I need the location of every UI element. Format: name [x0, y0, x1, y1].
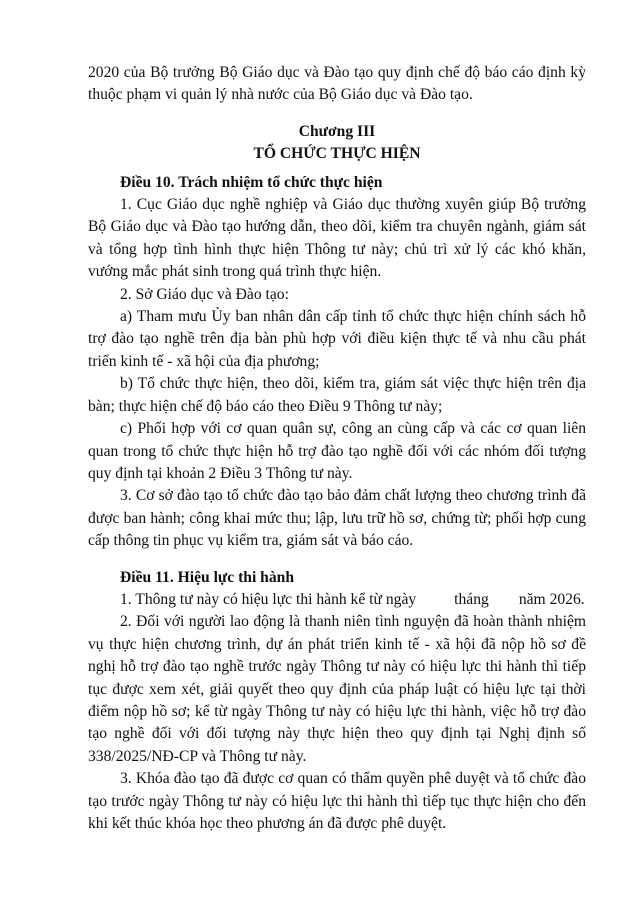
- article-11-clause-1: [88, 589, 586, 611]
- intro-paragraph: 2020 của Bộ trưởng Bộ Giáo dục và Đào tạo quy định chế độ báo cáo định kỳ thuộc phạm vi quản lý nhà nước của Bộ Giáo dục và Đào tạo.: [88, 64, 586, 104]
- article-10-clause-2b: b) Tổ chức thực hiện, theo dõi, kiểm tra, giám sát việc thực hiện trên địa bàn; thực hiện chế độ báo cáo theo Điều 9 Thông tư này;: [88, 375, 586, 415]
- article-10-clause-3: 3. Cơ sở đào tạo tổ chức đào tạo bảo đảm chất lượng theo chương trình đã được ban hành; công khai mức thu; lập, lưu trữ hồ sơ, chứng từ; phối hợp cung cấp thông tin phục vụ kiểm tra, giám sát và báo cáo.: [88, 487, 586, 550]
- article-11-heading: Điều 11. Hiệu lực thi hành: [120, 568, 294, 586]
- effective-date-start: 1. Thông tư này có hiệu lực thi hành kể từ ngày: [120, 590, 417, 608]
- article-10-clause-2a: a) Tham mưu Ủy ban nhân dân cấp tỉnh tổ chức thực hiện chính sách hỗ trợ đào tạo nghề trên địa bàn phù hợp với điều kiện thực tế và nhu cầu phát triển kinh tế - xã hội của địa phương;: [88, 308, 586, 370]
- article-10-clause-1: 1. Cục Giáo dục nghề nghiệp và Giáo dục thường xuyên giúp Bộ trưởng Bộ Giáo dục và Đào tạo hướng dẫn, theo dõi, kiểm tra chuyên ngành, giám sát và tổng hợp tình hình thực hiện Thông tư này; chủ trì xử lý các khó khăn, vướng mắc phát sinh trong quá trình thực hiện.: [88, 196, 586, 281]
- chapter-number: Chương III: [298, 122, 376, 140]
- effective-date-year: năm 2026.: [518, 590, 585, 608]
- article-11-clause-3: 3. Khóa đào tạo đã được cơ quan có thẩm quyền phê duyệt và tổ chức đào tạo trước ngày Thông tư này có hiệu lực thi hành thì tiếp tục thực hiện cho đến khi kết thúc khóa học theo phương án đã được phê duyệt.: [88, 770, 586, 832]
- article-11-clause-2: 2. Đối với người lao động là thanh niên tình nguyện đã hoàn thành nhiệm vụ thực hiện chương trình, dự án phát triển kinh tế - xã hội đã nộp hồ sơ đề nghị hỗ trợ đào tạo nghề trước ngày Thông tư này có hiệu lực thi hành thì tiếp tục được xem xét, giải quyết theo quy định của pháp luật có hiệu lực tại thời điểm nộp hồ sơ; kể từ ngày Thông tư này có hiệu lực thi hành, việc hỗ trợ đào tạo nghề đối với đối tượng này thực hiện theo quy định tại Nghị định số 338/2025/NĐ-CP và Thông tư này.: [88, 613, 586, 765]
- article-10-clause-2: 2. Sở Giáo dục và Đào tạo:: [120, 285, 289, 303]
- article-10-clause-2c: c) Phối hợp với cơ quan quân sự, công an cùng cấp và các cơ quan liên quan trong tổ chức thực hiện hỗ trợ đào tạo nghề đối với các nhóm đối tượng quy định tại khoản 2 Điều 3 Thông tư này.: [88, 420, 586, 482]
- article-10-heading: Điều 10. Trách nhiệm tổ chức thực hiện: [120, 173, 383, 191]
- chapter-title: TỔ CHỨC THỰC HIỆN: [253, 145, 421, 163]
- effective-date-month: tháng: [454, 590, 489, 608]
